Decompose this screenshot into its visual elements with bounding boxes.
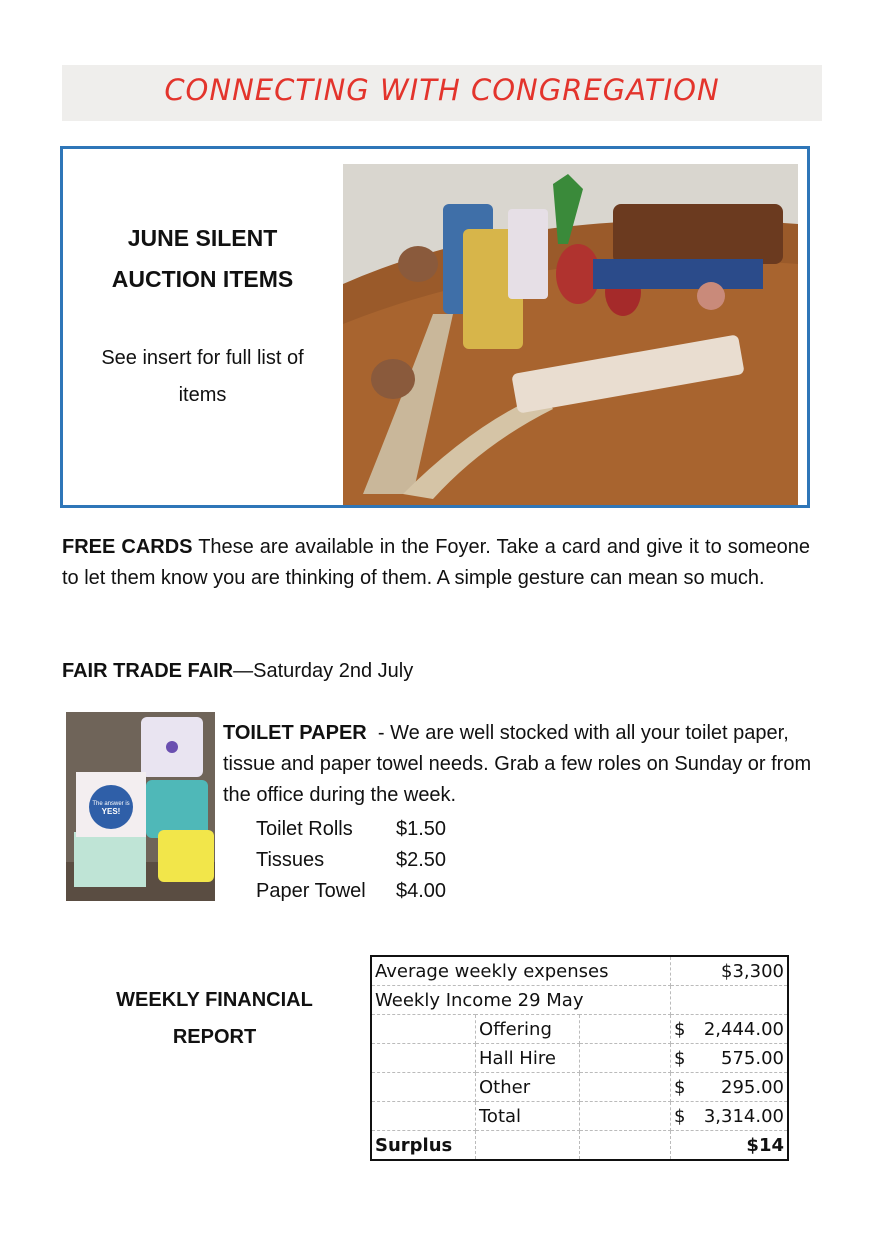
currency-symbol: $ — [674, 1018, 686, 1040]
row-amount — [671, 1015, 789, 1044]
empty-cell — [371, 1073, 476, 1102]
toilet-paper-photo — [66, 712, 215, 901]
empty-cell — [371, 1044, 476, 1073]
financial-heading — [92, 982, 337, 1056]
auction-heading-line2: AUCTION ITEMS — [111, 266, 294, 292]
price-row — [256, 814, 446, 845]
price-value: $1.50 — [396, 818, 447, 840]
price-item: Paper Towel — [256, 880, 366, 902]
table-row — [371, 1131, 788, 1161]
auction-note — [80, 340, 325, 414]
fair-trade-text: —Saturday 2nd July — [233, 660, 414, 682]
row-label: Offering — [476, 1015, 580, 1044]
free-cards-text: These are available in the Foyer. Take a card and give it to someone to let them know you are thinking of them. A simple gesture can mean so much. — [62, 536, 811, 589]
table-row — [371, 986, 788, 1015]
free-cards-paragraph — [62, 532, 810, 594]
price-list — [256, 814, 446, 907]
empty-cell — [580, 1131, 671, 1161]
title-banner — [62, 65, 822, 121]
empty-cell — [580, 1073, 671, 1102]
price-item: Toilet Rolls — [256, 818, 353, 840]
row-amount — [671, 1102, 789, 1131]
auction-heading — [80, 218, 325, 300]
toilet-paper-paragraph — [223, 718, 817, 811]
currency-symbol: $ — [674, 1047, 686, 1069]
auction-items-photo — [343, 164, 798, 505]
amount: 2,444.00 — [703, 1018, 784, 1040]
free-cards-label: FREE CARDS — [62, 536, 193, 558]
page-title: CONNECTING WITH CONGREGATION — [164, 73, 720, 107]
auction-heading-line1: JUNE SILENT — [127, 225, 278, 251]
auction-note-line1: See insert for full list of — [101, 347, 304, 369]
table-row — [371, 1073, 788, 1102]
amount: 575.00 — [721, 1047, 784, 1069]
price-item: Tissues — [256, 849, 325, 871]
row-amount — [671, 1073, 789, 1102]
table-row — [371, 1015, 788, 1044]
amount: 3,314.00 — [703, 1105, 784, 1127]
empty-cell — [476, 1131, 580, 1161]
toilet-paper-label: TOILET PAPER — [223, 722, 367, 744]
row-amount — [671, 1044, 789, 1073]
income-label: Weekly Income 29 May — [371, 986, 671, 1015]
row-label: Hall Hire — [476, 1044, 580, 1073]
empty-cell — [580, 1015, 671, 1044]
row-label: Other — [476, 1073, 580, 1102]
financial-heading-line2: REPORT — [172, 1026, 257, 1048]
auction-note-line2: items — [178, 384, 227, 406]
empty-cell — [371, 1015, 476, 1044]
currency-symbol: $ — [674, 1105, 686, 1127]
table-row — [371, 956, 788, 986]
price-value: $2.50 — [396, 849, 447, 871]
table-row — [371, 1102, 788, 1131]
amount: 295.00 — [721, 1076, 784, 1098]
empty-cell — [580, 1044, 671, 1073]
currency-symbol: $ — [674, 1076, 686, 1098]
financial-table — [370, 955, 789, 1161]
avg-expenses-label: Average weekly expenses — [371, 956, 671, 986]
row-label: Total — [476, 1102, 580, 1131]
fair-trade-paragraph — [62, 656, 810, 687]
toilet-paper-text: - We are well stocked with all your toilet paper, tissue and paper towel needs. Grab a few roles on Sunday or from the office during the week. — [223, 722, 817, 806]
empty-cell — [580, 1102, 671, 1131]
price-row — [256, 845, 446, 876]
svg-text:The answer is: The answer is — [92, 801, 130, 807]
price-value: $4.00 — [396, 880, 447, 902]
financial-heading-line1: WEEKLY FINANCIAL — [116, 989, 313, 1011]
avg-expenses-value: $3,300 — [671, 956, 789, 986]
svg-text:YES!: YES! — [101, 807, 121, 816]
surplus-label: Surplus — [371, 1131, 476, 1161]
fair-trade-label: FAIR TRADE FAIR — [62, 660, 234, 682]
empty-cell — [671, 986, 789, 1015]
empty-cell — [371, 1102, 476, 1131]
surplus-value: $14 — [746, 1134, 784, 1156]
price-row — [256, 876, 446, 907]
table-row — [371, 1044, 788, 1073]
